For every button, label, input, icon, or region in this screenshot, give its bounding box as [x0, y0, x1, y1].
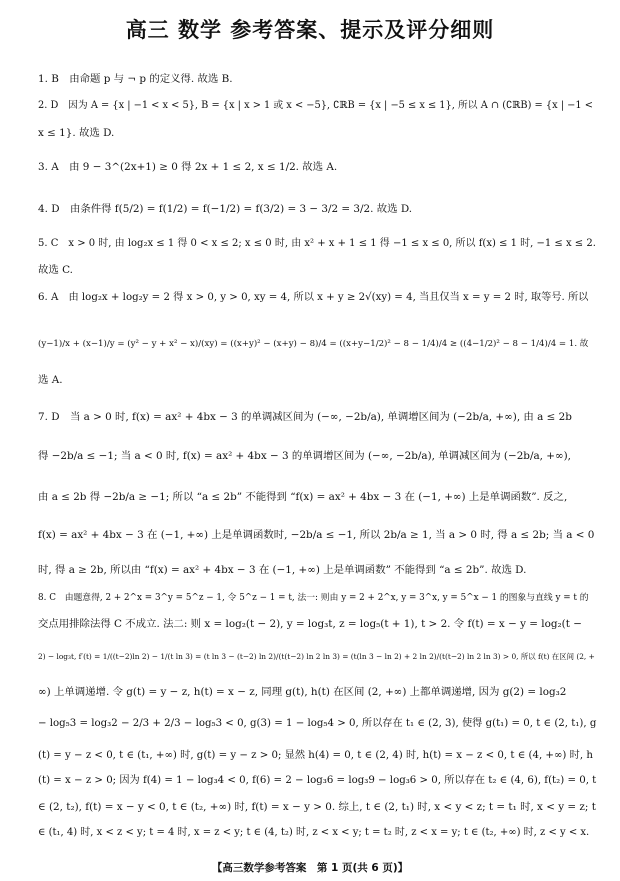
answer-line: 7. D 当 a > 0 时, f(x) = ax² + 4bx − 3 的单调减区间为 (−∞, −2b/a), 单调增区间为 (−2b/a, +∞), 由 a ≤ 2b [38, 411, 572, 423]
answer-line: x ≤ 1}. 故选 D. [38, 127, 115, 139]
answer-line: (y−1)/x + (x−1)/y = (y² − y + x² − x)/(xy) = ((x+y)² − (x+y) − 8)/4 = ((x+y−1/2)² − 8 − 1/4)/4 ≥ ((4−1/2)² − 8 − 1/4)/4 = 1. 故 [38, 339, 589, 349]
answer-line: ∈ (2, t₂), f(t) = x − y < 0, t ∈ (t₂, +∞) 时, f(t) = x − y > 0. 综上, t ∈ (2, t₁) 时, x < y < z; t = t₁ 时, x < y = z; t [38, 801, 596, 813]
page-title: 高三 数学 参考答案、提示及评分细则 [125, 18, 495, 42]
answer-line: − log₅3 = log₃2 − 2/3 + 2/3 − log₅3 < 0, g(3) = 1 − log₅4 > 0, 所以存在 t₁ ∈ (2, 3), 使得 g(t₁) = 0, t ∈ (2, t₁), g [38, 718, 597, 729]
answer-line: 2. D 因为 A = {x | −1 < x < 5}, B = {x | x > 1 或 x < −5}, ∁ℝB = {x | −5 ≤ x ≤ 1}, 所以 A ∩ (∁ℝB) = {x | −1 < [38, 100, 593, 111]
answer-line: 3. A 由 9 − 3^(2x+1) ≥ 0 得 2x + 1 ≤ 2, x ≤ 1/2. 故选 A. [38, 161, 338, 173]
answer-line: 故选 C. [38, 264, 73, 276]
answer-line: 选 A. [38, 374, 63, 386]
answer-line: f(x) = ax² + 4bx − 3 在 (−1, +∞) 上是单调函数时, −2b/a ≤ −1, 所以 2b/a ≥ 1, 当 a > 0 时, 得 a ≤ 2b; 当 a < 0 [38, 529, 595, 541]
answer-line: 由 a ≤ 2b 得 −2b/a ≥ −1; 所以 “a ≤ 2b” 不能得到 “f(x) = ax² + 4bx − 3 在 (−1, +∞) 上是单调函数”. 反之, [38, 491, 568, 503]
page-footer: 【高三数学参考答案 第 1 页(共 6 页)】 [211, 862, 409, 874]
answer-line: 4. D 由条件得 f(5/2) = f(1/2) = f(−1/2) = f(3/2) = 3 − 3/2 = 3/2. 故选 D. [38, 203, 413, 215]
answer-line: 得 −2b/a ≤ −1; 当 a < 0 时, f(x) = ax² + 4bx − 3 的单调增区间为 (−∞, −2b/a), 单调减区间为 (−2b/a, +∞), [38, 450, 571, 462]
answer-line: 时, 得 a ≥ 2b, 所以由 “f(x) = ax² + 4bx − 3 在 (−1, +∞) 上是单调函数” 不能得到 “a ≤ 2b”. 故选 D. [38, 564, 527, 576]
answer-line: 1. B 由命题 p 与 ¬ p 的定义得. 故选 B. [38, 73, 233, 85]
answer-line: 2) − log₃t, f′(t) = 1/((t−2)ln 2) − 1/(t ln 3) = (t ln 3 − (t−2) ln 2)/(t(t−2) ln 2 ln 3) = (t(ln 3 − ln 2) + 2 ln 2)/(t(t−2) ln 2 ln 3) > 0, 所以 f(t) 在区间 (2, + [38, 652, 595, 661]
answer-line: (t) = y − z < 0, t ∈ (t₁, +∞) 时, g(t) = y − z > 0; 显然 h(4) = 0, t ∈ (2, 4) 时, h(t) = x − z < 0, t ∈ (4, +∞) 时, h [38, 750, 593, 761]
answer-line: ∞) 上单调递增. 令 g(t) = y − z, h(t) = x − z, 同理 g(t), h(t) 在区间 (2, +∞) 上都单调递增, 因为 g(2) = log₃2 [38, 686, 567, 698]
answer-line: 交点用排除法得 C 不成立. 法二: 则 x = log₂(t − 2), y = log₃t, z = log₅(t + 1), t > 2. 令 f(t) = x − y = log₂(t − [38, 618, 582, 630]
answer-line: ∈ (t₁, 4) 时, x < z < y; t = 4 时, x = z < y; t ∈ (4, t₂) 时, z < x < y; t = t₂ 时, z < x = y; t ∈ (t₂, +∞) 时, z < y < x. [38, 827, 590, 838]
answer-line: 6. A 由 log₂x + log₂y = 2 得 x > 0, y > 0, xy = 4, 所以 x + y ≥ 2√(xy) = 4, 当且仅当 x = y = 2 时, 取等号. 所以 [38, 292, 589, 303]
answer-line: 5. C x > 0 时, 由 log₂x ≤ 1 得 0 < x ≤ 2; x ≤ 0 时, 由 x² + x + 1 ≤ 1 得 −1 ≤ x ≤ 0, 所以 f(x) ≤ 1 时, −1 ≤ x ≤ 2. [38, 238, 596, 249]
answer-line: (t) = x − z > 0; 因为 f(4) = 1 − log₃4 < 0, f(6) = 2 − log₃6 = log₃9 − log₃6 > 0, 所以存在 t₂ ∈ (4, 6), f(t₂) = 0, t [38, 775, 597, 786]
answer-line: 8. C 由题意得, 2 + 2^x = 3^y = 5^z − 1, 令 5^z − 1 = t, 法一: 则由 y = 2 + 2^x, y = 3^x, y = 5^x − 1 的图象与直线 y = t 的 [38, 593, 589, 603]
